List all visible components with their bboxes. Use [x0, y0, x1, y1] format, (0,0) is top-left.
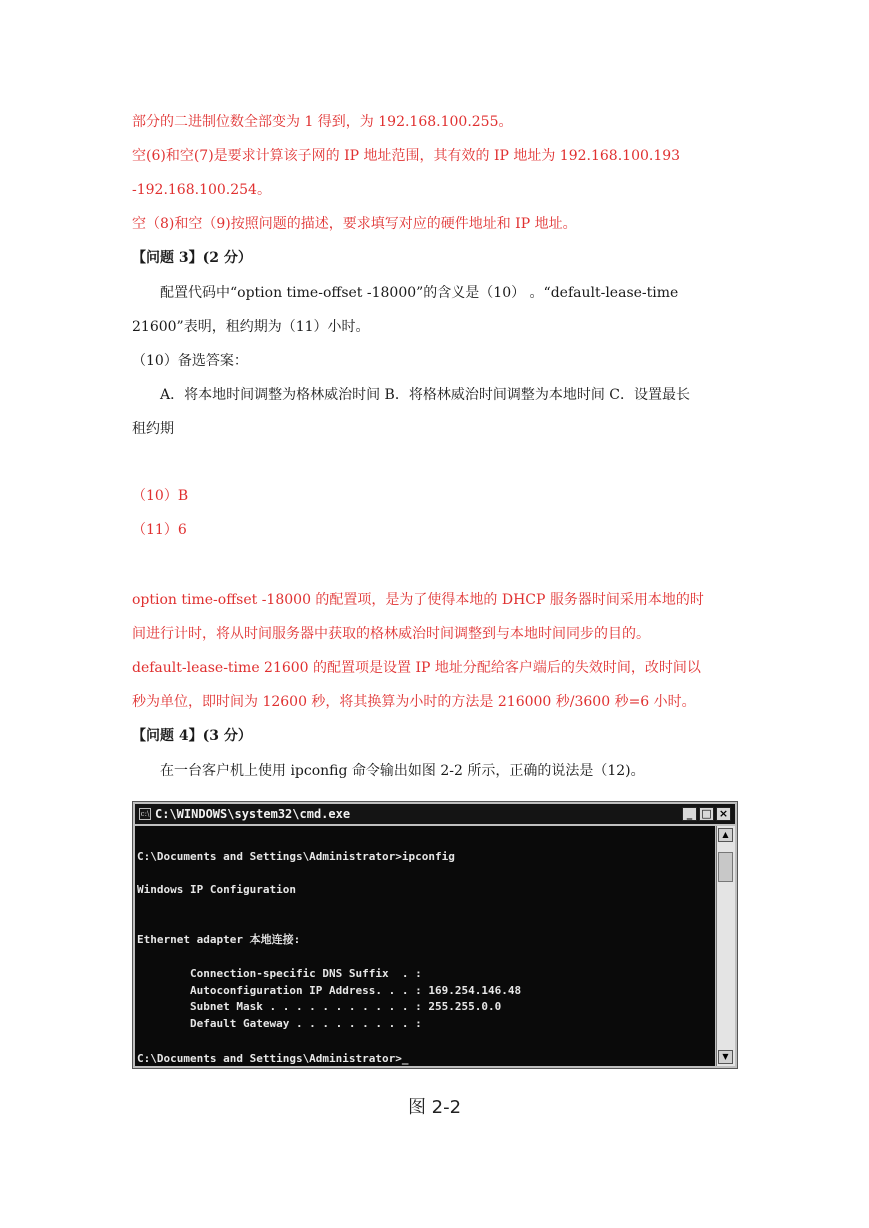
answer-line: 部分的二进制位数全部变为 1 得到，为 192.168.100.255。 [132, 114, 513, 130]
console-line: Autoconfiguration IP Address. . . : 169.254.146.48 [137, 984, 522, 997]
cmd-window-title: C:\WINDOWS\system32\cmd.exe [155, 807, 351, 821]
scroll-down-icon: ▼ [718, 1050, 733, 1064]
figure-caption: 图 2-2 [407, 1097, 462, 1118]
minimize-icon: _ [682, 807, 697, 821]
answer-10: （10）B [132, 488, 189, 504]
question-4-text: 在一台客户机上使用 ipconfig 命令输出如图 2-2 所示，正确的说法是（12)。 [160, 763, 645, 779]
options-heading: （10）备选答案： [132, 353, 248, 369]
cmd-app-icon: c:\ [140, 810, 150, 818]
maximize-icon: □ [699, 807, 714, 821]
explanation-line: option time-offset -18000 的配置项，是为了使得本地的 DHCP 服务器时间采用本地的时 [132, 592, 704, 608]
question-4-heading: 【问题 4】(3 分） [132, 728, 252, 744]
console-line: Subnet Mask . . . . . . . . . . . : 255.255.0.0 [137, 1000, 502, 1013]
options-text: 租约期 [132, 421, 174, 437]
console-line: Connection-specific DNS Suffix . : [137, 967, 422, 980]
answer-line: 空(6)和空(7)是要求计算该子网的 IP 地址范围，其有效的 IP 地址为 192.168.100.193 [132, 148, 681, 164]
options-text: A．将本地时间调整为格林威治时间 B．将格林威治时间调整为本地时间 C．设置最长 [160, 387, 691, 403]
console-line: Windows IP Configuration [137, 883, 296, 896]
cmd-console [135, 826, 715, 1066]
question-3-text: 配置代码中“option time-offset -18000”的含义是（10） 。“default-lease-time [160, 285, 679, 301]
answer-11: （11）6 [132, 522, 187, 538]
answer-line: 空（8)和空（9)按照问题的描述，要求填写对应的硬件地址和 IP 地址。 [132, 216, 577, 232]
question-3-text: 21600”表明，租约期为（11）小时。 [132, 319, 370, 335]
explanation-line: 间进行计时，将从时间服务器中获取的格林威治时间调整到与本地时间同步的目的。 [132, 626, 650, 642]
cmd-window-figure [132, 801, 738, 1069]
console-line: C:\Documents and Settings\Administrator>_ [137, 1052, 409, 1065]
cmd-titlebar [135, 804, 735, 824]
answer-line: -192.168.100.254。 [132, 182, 271, 198]
scroll-thumb [718, 852, 733, 882]
question-3-heading: 【问题 3】(2 分） [132, 250, 252, 266]
console-line: C:\Documents and Settings\Administrator>ipconfig [137, 850, 455, 863]
scroll-up-icon: ▲ [718, 828, 733, 842]
console-line: Ethernet adapter 本地连接: [137, 933, 301, 946]
explanation-line: 秒为单位，即时间为 12600 秒，将其换算为小时的方法是 216000 秒/3600 秒=6 小时。 [132, 694, 696, 710]
console-line: Default Gateway . . . . . . . . . : [137, 1017, 422, 1030]
explanation-line: default-lease-time 21600 的配置项是设置 IP 地址分配给客户端后的失效时间，改时间以 [132, 660, 701, 676]
cmd-scrollbar [716, 826, 735, 1066]
close-icon: × [716, 807, 731, 821]
